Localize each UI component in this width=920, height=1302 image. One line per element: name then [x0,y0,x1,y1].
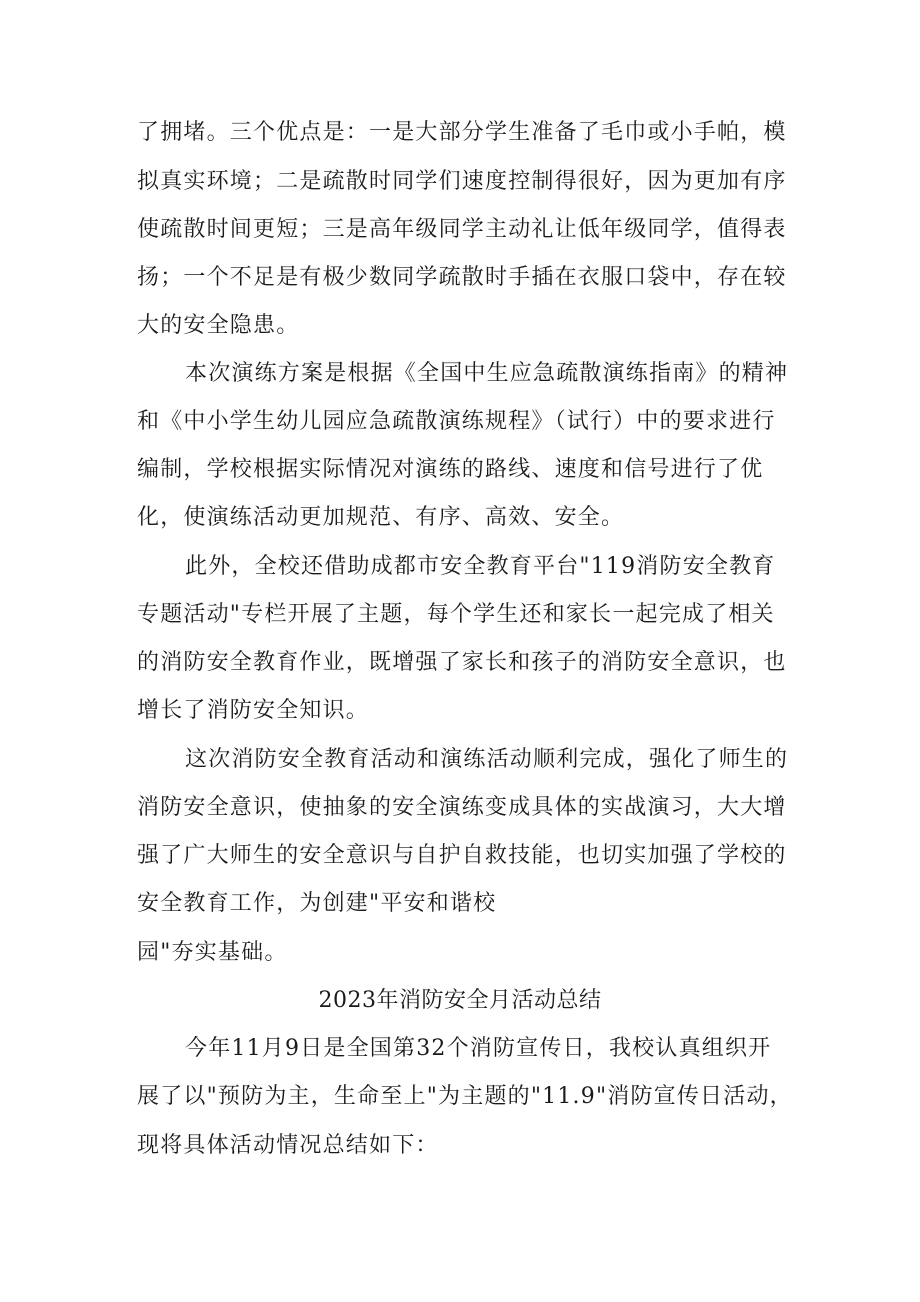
paragraph-first-line: 本次演练方案是根据《全国中生应急疏散演练指南》的精神 [185,361,789,386]
text-line: 大的安全隐患。 [137,313,300,338]
paragraph-first-line: 今年11月9日是全国第32个消防宣传日，我校认真组织开 [185,1036,772,1061]
text-line: 安全教育工作，为创建"平安和谐校 [137,891,497,916]
text-line: 扬；一个不足是有极少数同学疏散时手插在衣服口袋中，存在较 [137,265,787,290]
text-line: 消防安全意识，使抽象的安全演练变成具体的实战演习，大大增 [137,795,787,820]
section-heading: 2023年消防安全月活动总结 [318,988,602,1013]
text-line: 编制，学校根据实际情况对演练的路线、速度和信号进行了优 [137,457,764,482]
text-line: 的消防安全教育作业，既增强了家长和孩子的消防安全意识，也 [137,650,787,675]
text-line: 化，使演练活动更加规范、有序、高效、安全。 [137,505,625,530]
text-line: 增长了消防安全知识。 [137,698,370,723]
text-line: 使疏散时间更短；三是高年级同学主动礼让低年级同学，值得表 [137,217,787,242]
paragraph-first-line: 这次消防安全教育活动和演练活动顺利完成，强化了师生的 [185,747,789,772]
text-line: 强了广大师生的安全意识与自护自救技能，也切实加强了学校的 [137,843,787,868]
paragraph-first-line: 此外，全校还借助成都市安全教育平台"119消防安全教育 [185,554,776,579]
text-line: 拟真实环境；二是疏散时同学们速度控制得很好，因为更加有序 [137,169,787,194]
text-line: 了拥堵。三个优点是：一是大部分学生准备了毛巾或小手帕，模 [137,120,787,145]
text-line: 专题活动"专栏开展了主题，每个学生还和家长一起完成了相关 [137,602,775,627]
text-line: 现将具体活动情况总结如下： [137,1133,439,1158]
text-line: 园"夯实基础。 [137,940,288,965]
text-line: 和《中小学生幼儿园应急疏散演练规程》（试行）中的要求进行 [137,409,776,434]
text-line: 展了以"预防为主，生命至上"为主题的"11.9"消防宣传日活动， [137,1084,793,1109]
